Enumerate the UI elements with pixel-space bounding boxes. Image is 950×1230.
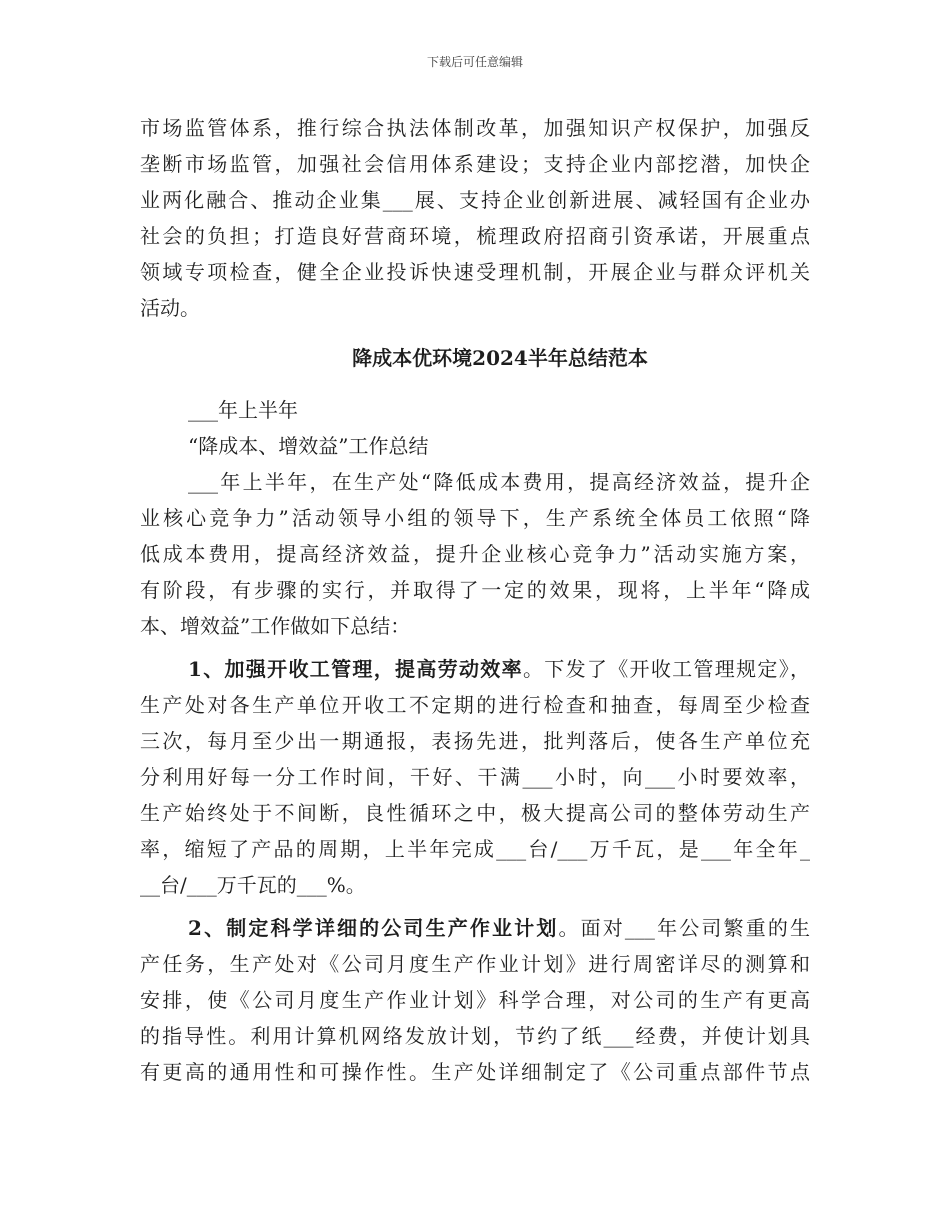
section-2-heading: 2、制定科学详细的公司生产作业计划 [188, 916, 559, 940]
intro-paragraph-line: 业两化融合、推动企业集___展、支持企业创新进展、减轻国有企业办 [140, 188, 810, 212]
summary-paragraph-line: 本、增效益”工作做如下总结： [140, 614, 411, 638]
section-2-line: 安排，使《公司月度生产作业计划》科学合理，对公司的生产有更高 [140, 988, 810, 1012]
intro-paragraph-line: 活动。 [140, 296, 200, 320]
page-header-note: 下载后可任意编辑 [426, 55, 523, 69]
summary-paragraph-line: 业核心竞争力”活动领导小组的领导下，生产系统全体员工依照“降 [140, 506, 810, 530]
section-1-line: 三次，每月至少出一期通报，表扬先进，批判落后，使各生产单位充 [140, 729, 810, 753]
summary-paragraph-line: ___年上半年，在生产处“降低成本费用，提高经济效益，提升企 [188, 470, 810, 494]
summary-paragraph-line: 有阶段，有步骤的实行，并取得了一定的效果，现将，上半年“降成 [140, 578, 810, 602]
intro-paragraph-line: 社会的负担；打造良好营商环境，梳理政府招商引资承诺，开展重点 [140, 224, 810, 248]
report-period: ___年上半年 [188, 398, 298, 422]
section-2-first-line [140, 910, 810, 946]
section-2-line: 有更高的通用性和可操作性。生产处详细制定了《公司重点部件节点 [140, 1060, 810, 1084]
intro-paragraph-line: 领域专项检查，健全企业投诉快速受理机制，开展企业与群众评机关 [140, 260, 810, 284]
section-1-line: __台/___万千瓦的___%。 [140, 873, 366, 897]
section-1-line: 分利用好每一分工作时间，干好、干满___小时，向___小时要效率， [140, 765, 810, 789]
report-name: “降成本、增效益”工作总结 [188, 434, 429, 458]
intro-paragraph-line: 市场监管体系，推行综合执法体制改革，加强知识产权保护，加强反 [140, 116, 810, 140]
section-1-first-line-text: 。下发了《开收工管理规定》， [522, 657, 811, 681]
section-1-line: 率，缩短了产品的周期，上半年完成___台/___万千瓦，是___年全年_ [140, 837, 810, 861]
section-2-line: 产任务，生产处对《公司月度生产作业计划》进行周密详尽的测算和 [140, 952, 810, 976]
section-2-first-line-text: 。面对___年公司繁重的生 [558, 916, 810, 940]
section-1-line: 生产始终处于不间断，良性循环之中，极大提高公司的整体劳动生产 [140, 801, 810, 825]
section-2-line: 的指导性。利用计算机网络发放计划，节约了纸___经费，并使计划具 [140, 1024, 810, 1048]
section-1-first-line [140, 651, 810, 687]
intro-paragraph-line: 垄断市场监管，加强社会信用体系建设；支持企业内部挖潜，加快企 [140, 152, 810, 176]
summary-paragraph-line: 低成本费用，提高经济效益，提升企业核心竞争力”活动实施方案， [140, 542, 810, 566]
section-1-heading: 1、加强开收工管理，提高劳动效率 [188, 657, 523, 681]
section-1-line: 生产处对各生产单位开收工不定期的进行检查和抽查，每周至少检查 [140, 693, 810, 717]
document-title: 降成本优环境2024半年总结范本 [352, 346, 648, 370]
